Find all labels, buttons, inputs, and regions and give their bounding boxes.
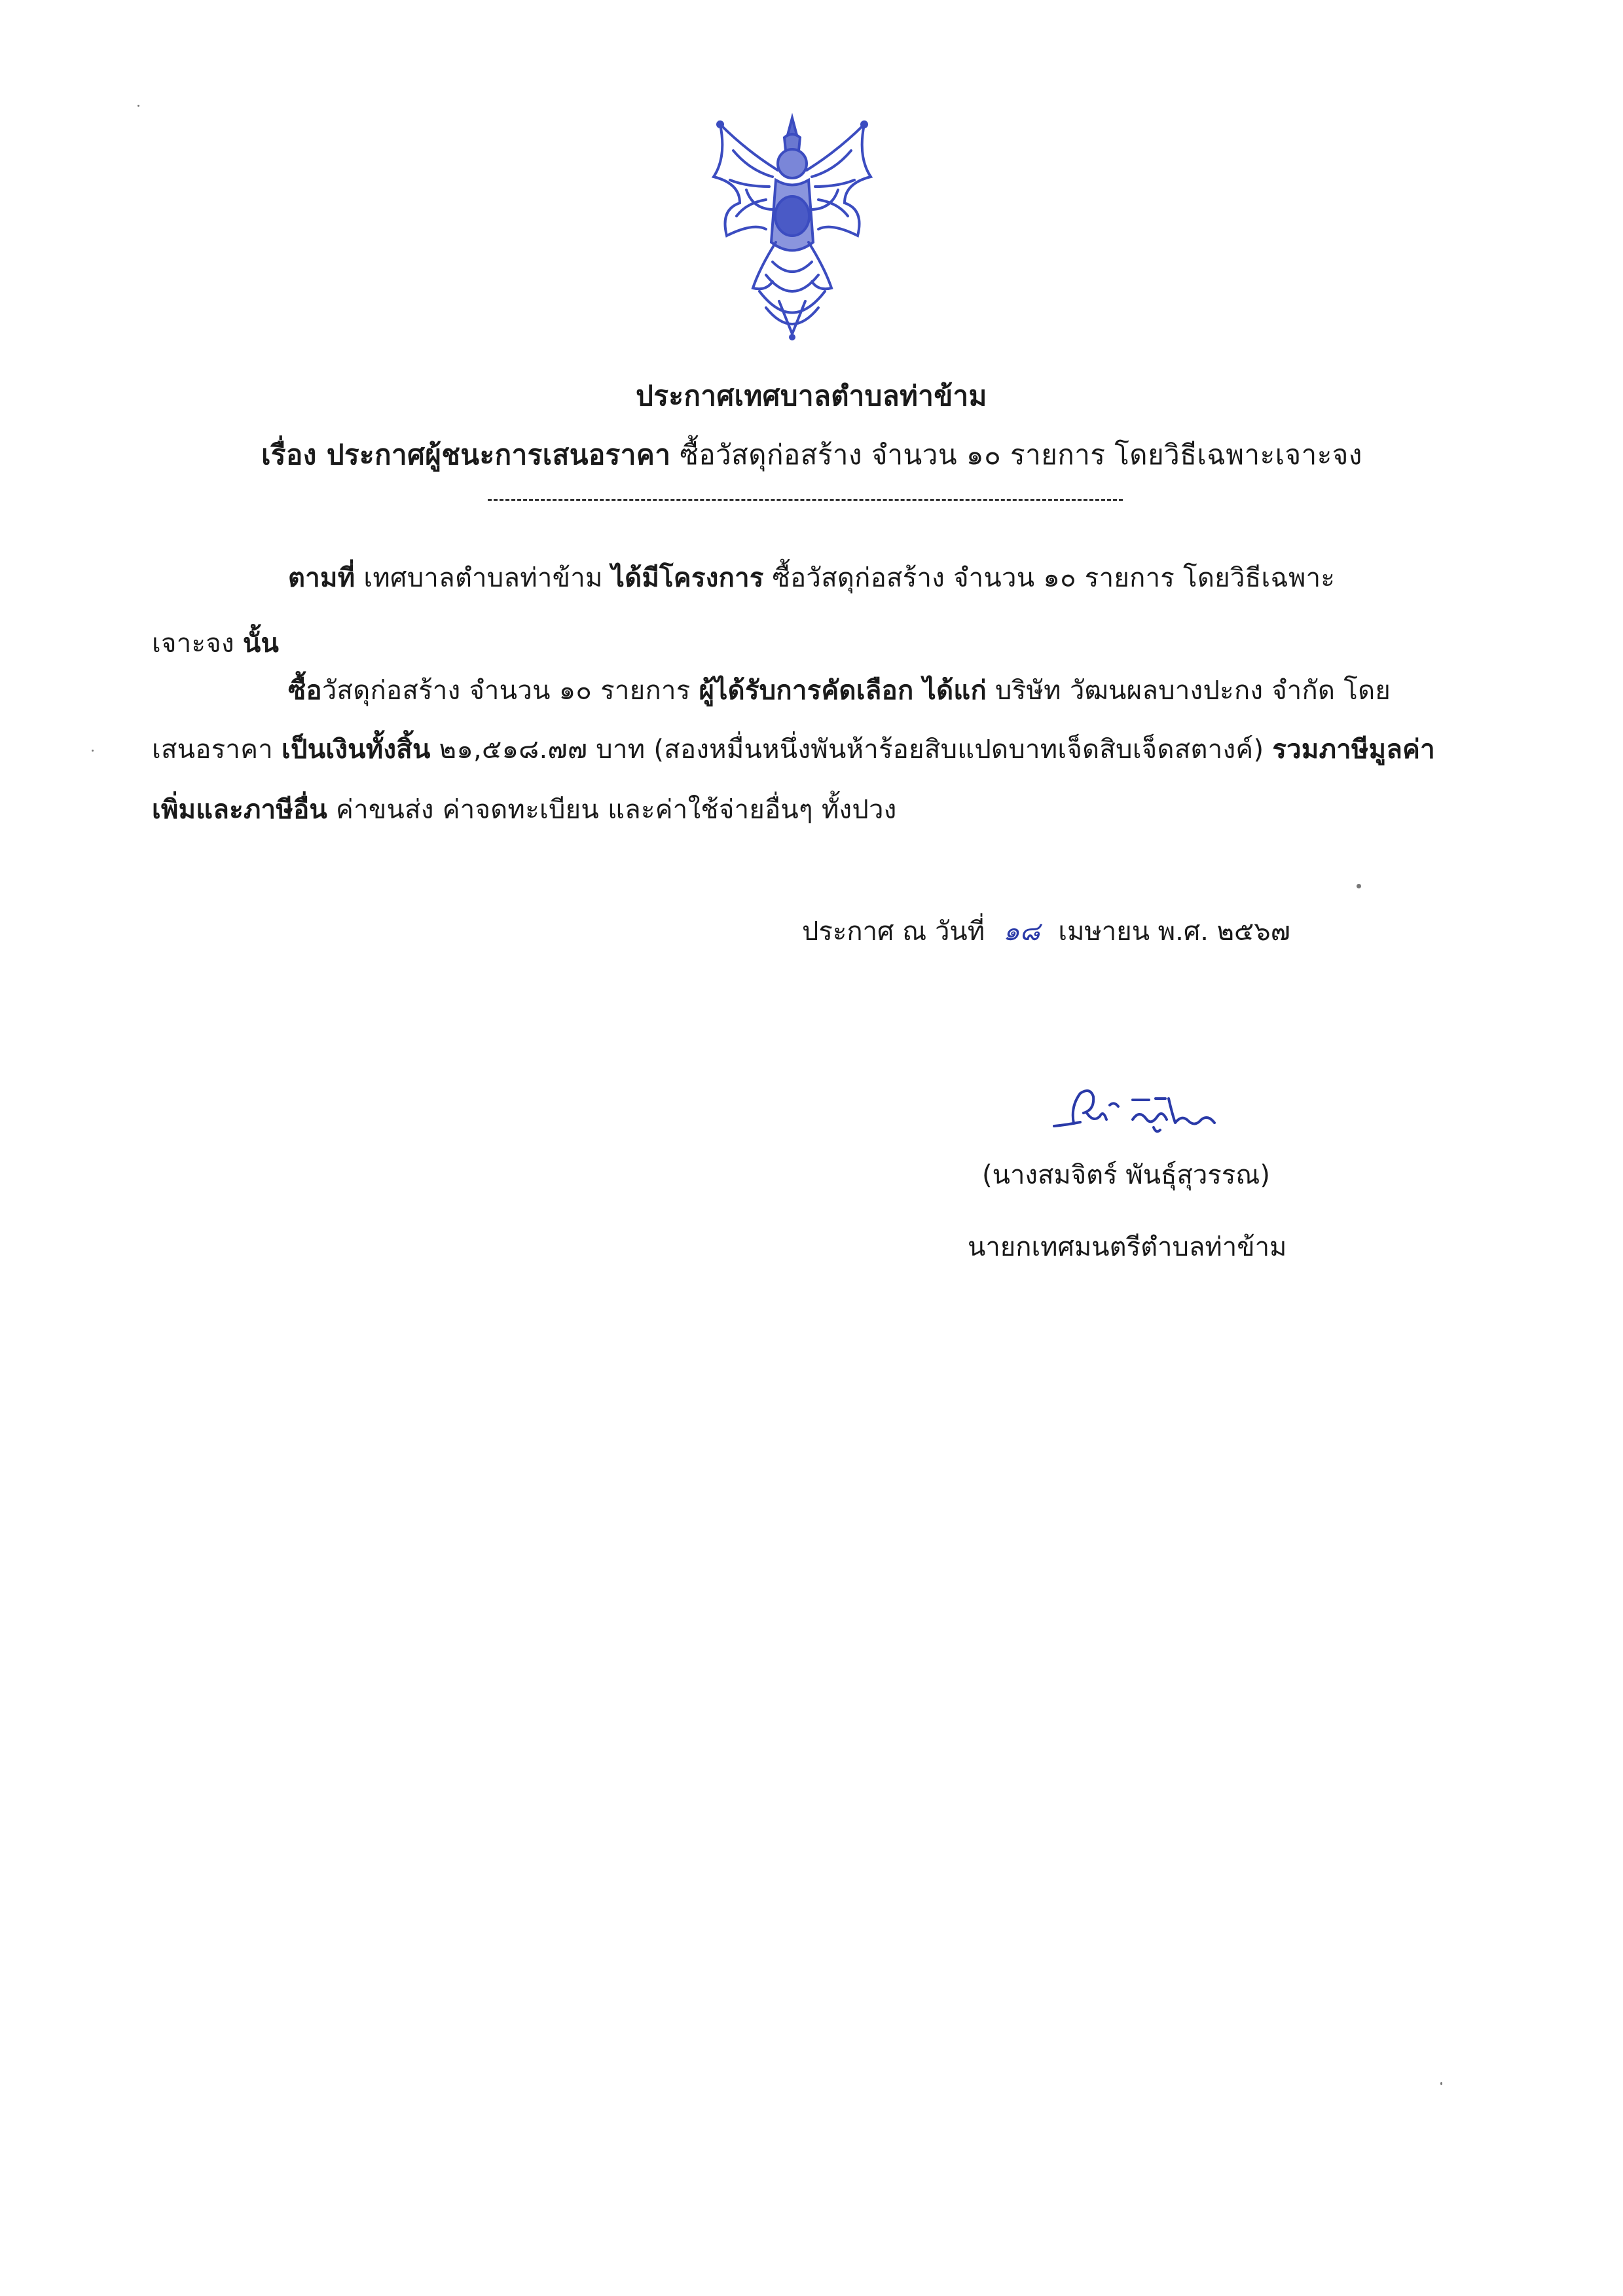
garuda-emblem-icon: [701, 111, 884, 347]
paragraph-2-line-3: [152, 788, 897, 830]
p2-line3-text: ค่าขนส่ง ค่าจดทะเบียน และค่าใช้จ่ายอื่นๆ ทั้งปวง: [327, 795, 897, 825]
p2-line2-text-b: ๒๑,๕๑๘.๗๗ บาท (สองหมื่นหนึ่งพันห้าร้อยสิบแปดบาทเจ็ดสิบเจ็ดสตางค์): [430, 735, 1273, 765]
signer-position: นายกเทศมนตรีตำบลท่าข้าม: [968, 1232, 1287, 1262]
date-day-handwritten: ๑๘: [1003, 917, 1040, 947]
scan-speck: [1440, 2082, 1442, 2085]
scan-speck: [137, 105, 139, 107]
handwritten-signature-icon: [1041, 1074, 1231, 1146]
p2-bold-a: ซื้อ: [288, 676, 322, 706]
divider-line: [488, 499, 1123, 501]
p2-line2-bold: เป็นเงินทั้งสิ้น: [282, 735, 431, 765]
p1-bold-a: ตามที่: [288, 563, 356, 593]
p2-text-a: วัสดุก่อสร้าง จำนวน ๑๐ รายการ: [321, 676, 699, 706]
subject-text: ซื้อวัสดุก่อสร้าง จำนวน ๑๐ รายการ โดยวิธีเฉพาะเจาะจง: [670, 439, 1362, 471]
announcement-date: [802, 910, 1290, 952]
p2-bold-b: ผู้ได้รับการคัดเลือก ได้แก่: [699, 676, 987, 706]
paragraph-2-line-1: [288, 669, 1391, 711]
subject-heading: เรื่อง ประกาศผู้ชนะการเสนอราคา: [261, 439, 671, 471]
p1-bold-b: ได้มีโครงการ: [611, 563, 764, 593]
scan-speck: [1357, 884, 1361, 888]
p2-line3-bold: เพิ่มและภาษีอื่น: [152, 795, 328, 825]
p1-line2-bold: นั้น: [242, 629, 280, 659]
date-prefix: ประกาศ ณ วันที่: [802, 917, 985, 947]
paragraph-2-line-2: [152, 728, 1435, 770]
p2-line2-bold-b: รวมภาษีมูลค่า: [1272, 735, 1435, 765]
document-subject: [249, 433, 1375, 477]
p1-text-a: เทศบาลตำบลท่าข้าม: [355, 563, 611, 593]
p2-line2-text-a: เสนอราคา: [152, 735, 282, 765]
signer-name: (นางสมจิตร์ พันธุ์สุวรรณ): [982, 1160, 1271, 1190]
document-title: ประกาศเทศบาลตำบลท่าข้าม: [636, 380, 987, 412]
p1-text-b: ซื้อวัสดุก่อสร้าง จำนวน ๑๐ รายการ โดยวิธีเฉพาะ: [763, 563, 1336, 593]
paragraph-1-line-1: [288, 556, 1335, 598]
p1-line2-text: เจาะจง: [152, 629, 243, 659]
paragraph-1-line-2: [152, 622, 279, 664]
date-suffix: เมษายน พ.ศ. ๒๕๖๗: [1058, 917, 1290, 947]
scan-speck: [92, 750, 94, 752]
p2-text-b: บริษัท วัฒนผลบางปะกง จำกัด โดย: [986, 676, 1391, 706]
